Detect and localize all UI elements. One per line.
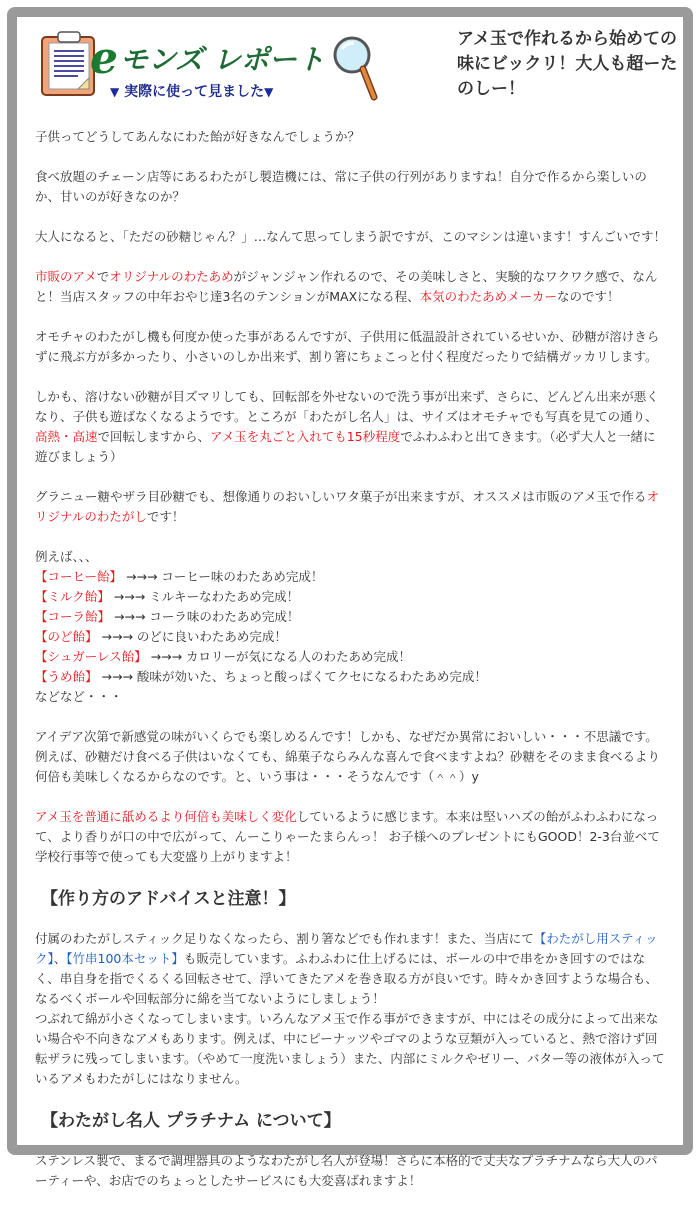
paragraph: アイデア次第で新感覚の味がいくらでも楽しめるんです！しかも、なぜだか異常においしい・・・不思議です。例えば、砂糖だけ食べる子供はいなくても、綿菓子ならみんな喜んで食べますよね？砂糖をそのまま食べるより何倍も美味しくなるからなのです。と、いう事は・・・そうなんです（＾＾）y xyxy=(35,729,661,784)
candy-label: 【コーラ飴】 xyxy=(35,609,111,624)
paragraph: オモチャのわたがし機も何度か使った事があるんですが、子供用に低温設計されているせいか、砂糖が溶けきらずに飛ぶ方が多かったり、小さいのしか出来ず、割り箸にちょこっと付く程度だったりで結構ガッカリします。 xyxy=(35,329,660,364)
arrow-icon: →→→ xyxy=(126,569,158,584)
list-item xyxy=(35,627,667,647)
paragraph: 子供ってどうしてあんなにわた飴が好きなんでしょうか？ xyxy=(35,129,361,144)
text: も販売しています。ふわふわに仕上げるには、ボールの中で串をかき回すのではなく、串自身を指でくるくる回転させて、浮いてきたアメを巻き取る方が良いです。時々かき回すような場合も、なるべくボールや回転部分に綿を当てないようにしましょう！ xyxy=(35,951,658,1006)
list-item xyxy=(35,667,667,687)
list-item xyxy=(35,567,667,587)
logo-title-text: モンズ レポート xyxy=(120,43,325,76)
highlight-text: 市販のアメ xyxy=(35,269,97,284)
result-text: 酸味が効いた、ちょっと酸っぱくてクセになるわたあめ完成！ xyxy=(136,669,487,684)
text: しているように感じます。本来は堅いハズの飴がふわふわになって、より香りが口の中で広がって、んーこりゃーたまらんっ！ お子様へのプレゼントにもGOOD！2-3台並べて学校行事等で使っても大変盛り上がりますよ！ xyxy=(35,809,660,864)
list-item xyxy=(35,607,667,627)
examples-outro: などなど・・・ xyxy=(35,689,123,704)
candy-label: 【シュガーレス飴】 xyxy=(35,649,147,664)
highlight-text: オリジナルのわたがし xyxy=(35,489,660,524)
arrow-icon: →→→ xyxy=(101,669,133,684)
arrow-icon: →→→ xyxy=(114,609,146,624)
paragraph xyxy=(35,929,667,1009)
text: で回転しますから、 xyxy=(97,429,211,444)
text: しかも、溶けない砂糖が目ズマリしても、回転部を外せないので洗う事が出来ず、さらに、どんどん出来が悪くなり、子供も遊ばなくなるようです。ところが「わたがし名人」は、サイズはオモチャでも写真を見ての通り、 xyxy=(35,389,659,424)
tagline: アメ玉で作れるから始めての味にビックリ！大人も超ーたのしー！ xyxy=(457,29,678,99)
section-heading-advice: 【作り方のアドバイスと注意！】 xyxy=(41,889,296,909)
highlight-text: 本気のわたあめメーカー xyxy=(419,289,557,304)
list-item xyxy=(35,647,667,667)
text: グラニュー糖やザラ目砂糖でも、想像通りのおいしいワタ菓子が出来ますが、オススメは市販のアメ玉で作る xyxy=(35,489,647,504)
paragraph: 食べ放題のチェーン店等にあるわたがし製造機には、常に子供の行列がありますね！自分で作るから楽しいのか、甘いのが好きなのか？ xyxy=(35,169,647,204)
logo-e-letter: e xyxy=(90,33,118,84)
paragraph xyxy=(35,267,667,307)
text: 、 xyxy=(53,951,67,966)
report-header xyxy=(17,17,683,117)
highlight-text: アメ玉を普通に舐めるより何倍も美味しく変化 xyxy=(35,809,297,824)
candy-label: 【コーヒー飴】 xyxy=(35,569,123,584)
result-text: コーラ味のわたあめ完成！ xyxy=(149,609,300,624)
highlight-text: アメ玉を丸ごと入れても15秒程度 xyxy=(210,429,401,444)
text: でふわふわと出てきます。（必ず大人と一緒に遊びましょう） xyxy=(35,429,656,464)
stick-product-link[interactable]: 【わたがし用スティック】 xyxy=(35,931,658,966)
paragraph xyxy=(35,387,667,467)
logo-subtitle-text: 実際に使って見ました xyxy=(124,84,265,100)
text: がジャンジャン作れるので、その美味しさと、実験的なワクワク感で、なんと！当店スタッフの中年おやじ達3名のテンションがMAXになる程、 xyxy=(35,269,658,304)
logo-title xyxy=(90,33,325,84)
arrow-icon: →→→ xyxy=(150,649,183,664)
paragraph: つぶれて綿が小さくなってしまいます。いろんなアメ玉で作る事ができますが、中にはその成分によって出来ない場合や不向きなアメもあります。例えば、中にピーナッツやゴマのような豆類が入っていると、熱で溶けず回転ザラに残ってしまいます。（やめて一度洗いましょう）また、内部にミルクやゼリー、バター等の液体が入っているアメもわたがしにはなりません。 xyxy=(35,1011,665,1086)
candy-label: 【うめ飴】 xyxy=(35,669,98,684)
result-text: コーヒー味のわたあめ完成！ xyxy=(161,569,324,584)
result-text: カロリーが気になる人のわたあめ完成！ xyxy=(186,649,412,664)
report-content xyxy=(35,127,667,1211)
paragraph xyxy=(35,807,667,867)
logo-subtitle xyxy=(110,81,273,101)
highlight-text: 高熱・高速 xyxy=(35,429,98,444)
section-heading-platinum: 【わたがし名人 プラチナム について】 xyxy=(41,1111,341,1131)
candy-label: 【ミルク飴】 xyxy=(35,589,110,604)
report-frame xyxy=(7,7,693,1188)
arrow-icon: →→→ xyxy=(113,589,146,604)
highlight-text: オリジナルのわたあめ xyxy=(109,269,234,284)
arrow-icon: →→→ xyxy=(101,629,133,644)
list-item xyxy=(35,587,667,607)
text: です！ xyxy=(146,509,185,524)
result-text: ミルキーなわたあめ完成！ xyxy=(149,589,300,604)
paragraph: ステンレス製で、まるで調理器具のようなわたがし名人が登場！さらに本格的で丈夫なプラチナムなら大人のパーティーや、お店でのちょっとしたサービスにも大変喜ばれますよ！ xyxy=(35,1153,658,1188)
paragraph: 大人になると、「ただの砂糖じゃん？」…なんて思ってしまう訳ですが、このマシンは違います！すんごいです！ xyxy=(35,229,666,244)
text: で xyxy=(96,269,110,284)
candy-label: 【のど飴】 xyxy=(35,629,98,644)
triangle-down-icon: ▼ xyxy=(110,85,120,99)
magnifier-icon xyxy=(332,35,378,109)
result-text: のどに良いわたあめ完成！ xyxy=(136,629,287,644)
bamboo-skewer-product-link[interactable]: 【竹串100本セット】 xyxy=(66,951,184,966)
examples-intro: 例えば、、、 xyxy=(35,549,98,564)
text: 付属のわたがしスティック足りなくなったら、割り箸などでも作れます！また、当店にて xyxy=(35,931,534,946)
triangle-down-icon: ▼ xyxy=(264,85,274,99)
text: なのです！ xyxy=(556,289,620,304)
paragraph xyxy=(35,487,667,527)
examples-list xyxy=(35,547,667,707)
e-monz-report-logo xyxy=(32,29,372,107)
